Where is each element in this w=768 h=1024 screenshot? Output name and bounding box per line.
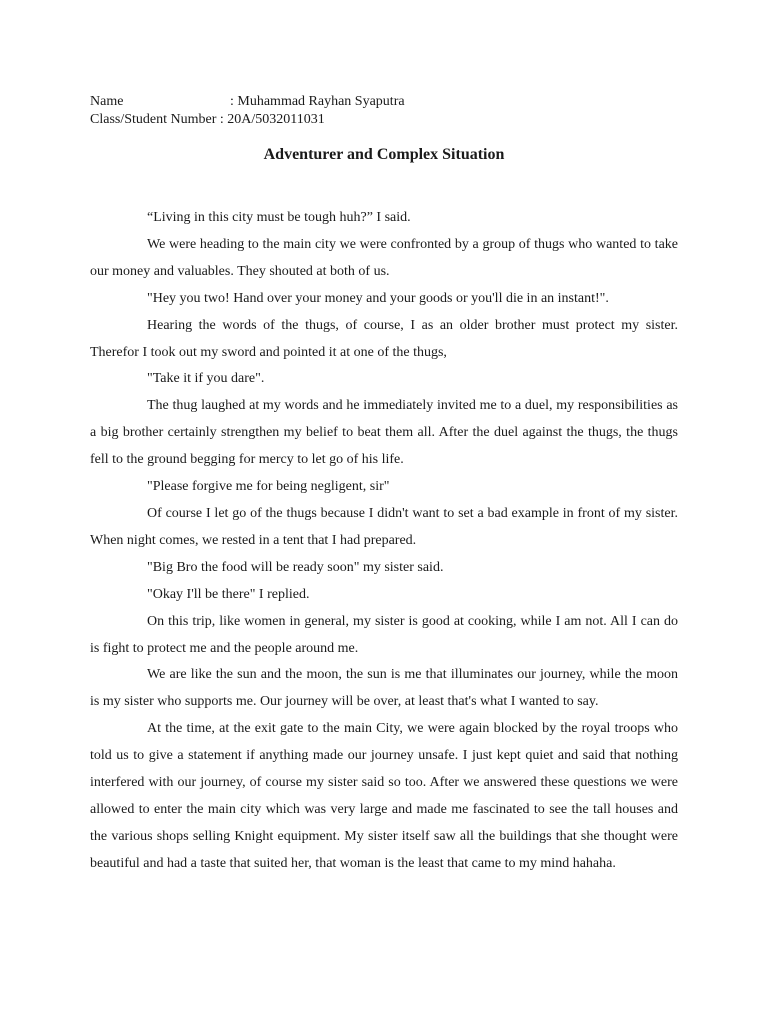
class-label: Class/Student Number	[90, 112, 217, 127]
name-row	[90, 93, 678, 111]
paragraph: We are like the sun and the moon, the sun is me that illuminates our journey, while the moon is my sister who supports me. Our journey will be over, at least that's what I wanted to say.	[90, 667, 678, 710]
paragraph: "Please forgive me for being negligent, sir"	[147, 479, 390, 495]
paragraph: At the time, at the exit gate to the main City, we were again blocked by the royal troops who told us to give a statement if anything made our journey unsafe. I just kept quiet and said that nothing interfered with our journey, of course my sister said so too. After we answered these questions we were allowed to enter the main city which was very large and made me fascinated to see the tall houses and the various shops selling Knight equipment. My sister itself saw all the buildings that she thought were beautiful and had a taste that suited her, that woman is the least that came to my mind hahaha.	[90, 721, 678, 871]
paragraph: The thug laughed at my words and he immediately invited me to a duel, my responsibilities as a big brother certainly strengthen my belief to beat them all. After the duel against the thugs, the thugs fell to the ground begging for mercy to let go of his life.	[90, 398, 678, 468]
essay-title: Adventurer and Complex Situation	[263, 146, 505, 163]
paragraph: Hearing the words of the thugs, of course, I as an older brother must protect my sister. Therefor I took out my sword and pointed it at one of the thugs,	[90, 317, 678, 360]
paragraph: "Okay I'll be there" I replied.	[147, 586, 310, 602]
paragraph: On this trip, like women in general, my sister is good at cooking, while I am not. All I can do is fight to protect me and the people around me.	[90, 613, 678, 656]
paragraph: We were heading to the main city we were confronted by a group of thugs who wanted to take our money and valuables. They shouted at both of us.	[90, 236, 678, 279]
name-label: Name	[90, 94, 124, 109]
class-value: : 20A/5032011031	[216, 112, 325, 127]
paragraph: "Take it if you dare".	[147, 371, 265, 387]
paragraph: "Hey you two! Hand over your money and your goods or you'll die in an instant!".	[147, 290, 609, 306]
essay-body	[90, 205, 678, 878]
paragraph: “Living in this city must be tough huh?” I said.	[147, 210, 411, 225]
name-value: : Muhammad Rayhan Syaputra	[230, 94, 405, 109]
paragraph: "Big Bro the food will be ready soon" my sister said.	[147, 559, 444, 575]
paragraph: Of course I let go of the thugs because I didn't want to set a bad example in front of my sister. When night comes, we rested in a tent that I had prepared.	[90, 505, 678, 548]
class-row	[90, 111, 678, 129]
